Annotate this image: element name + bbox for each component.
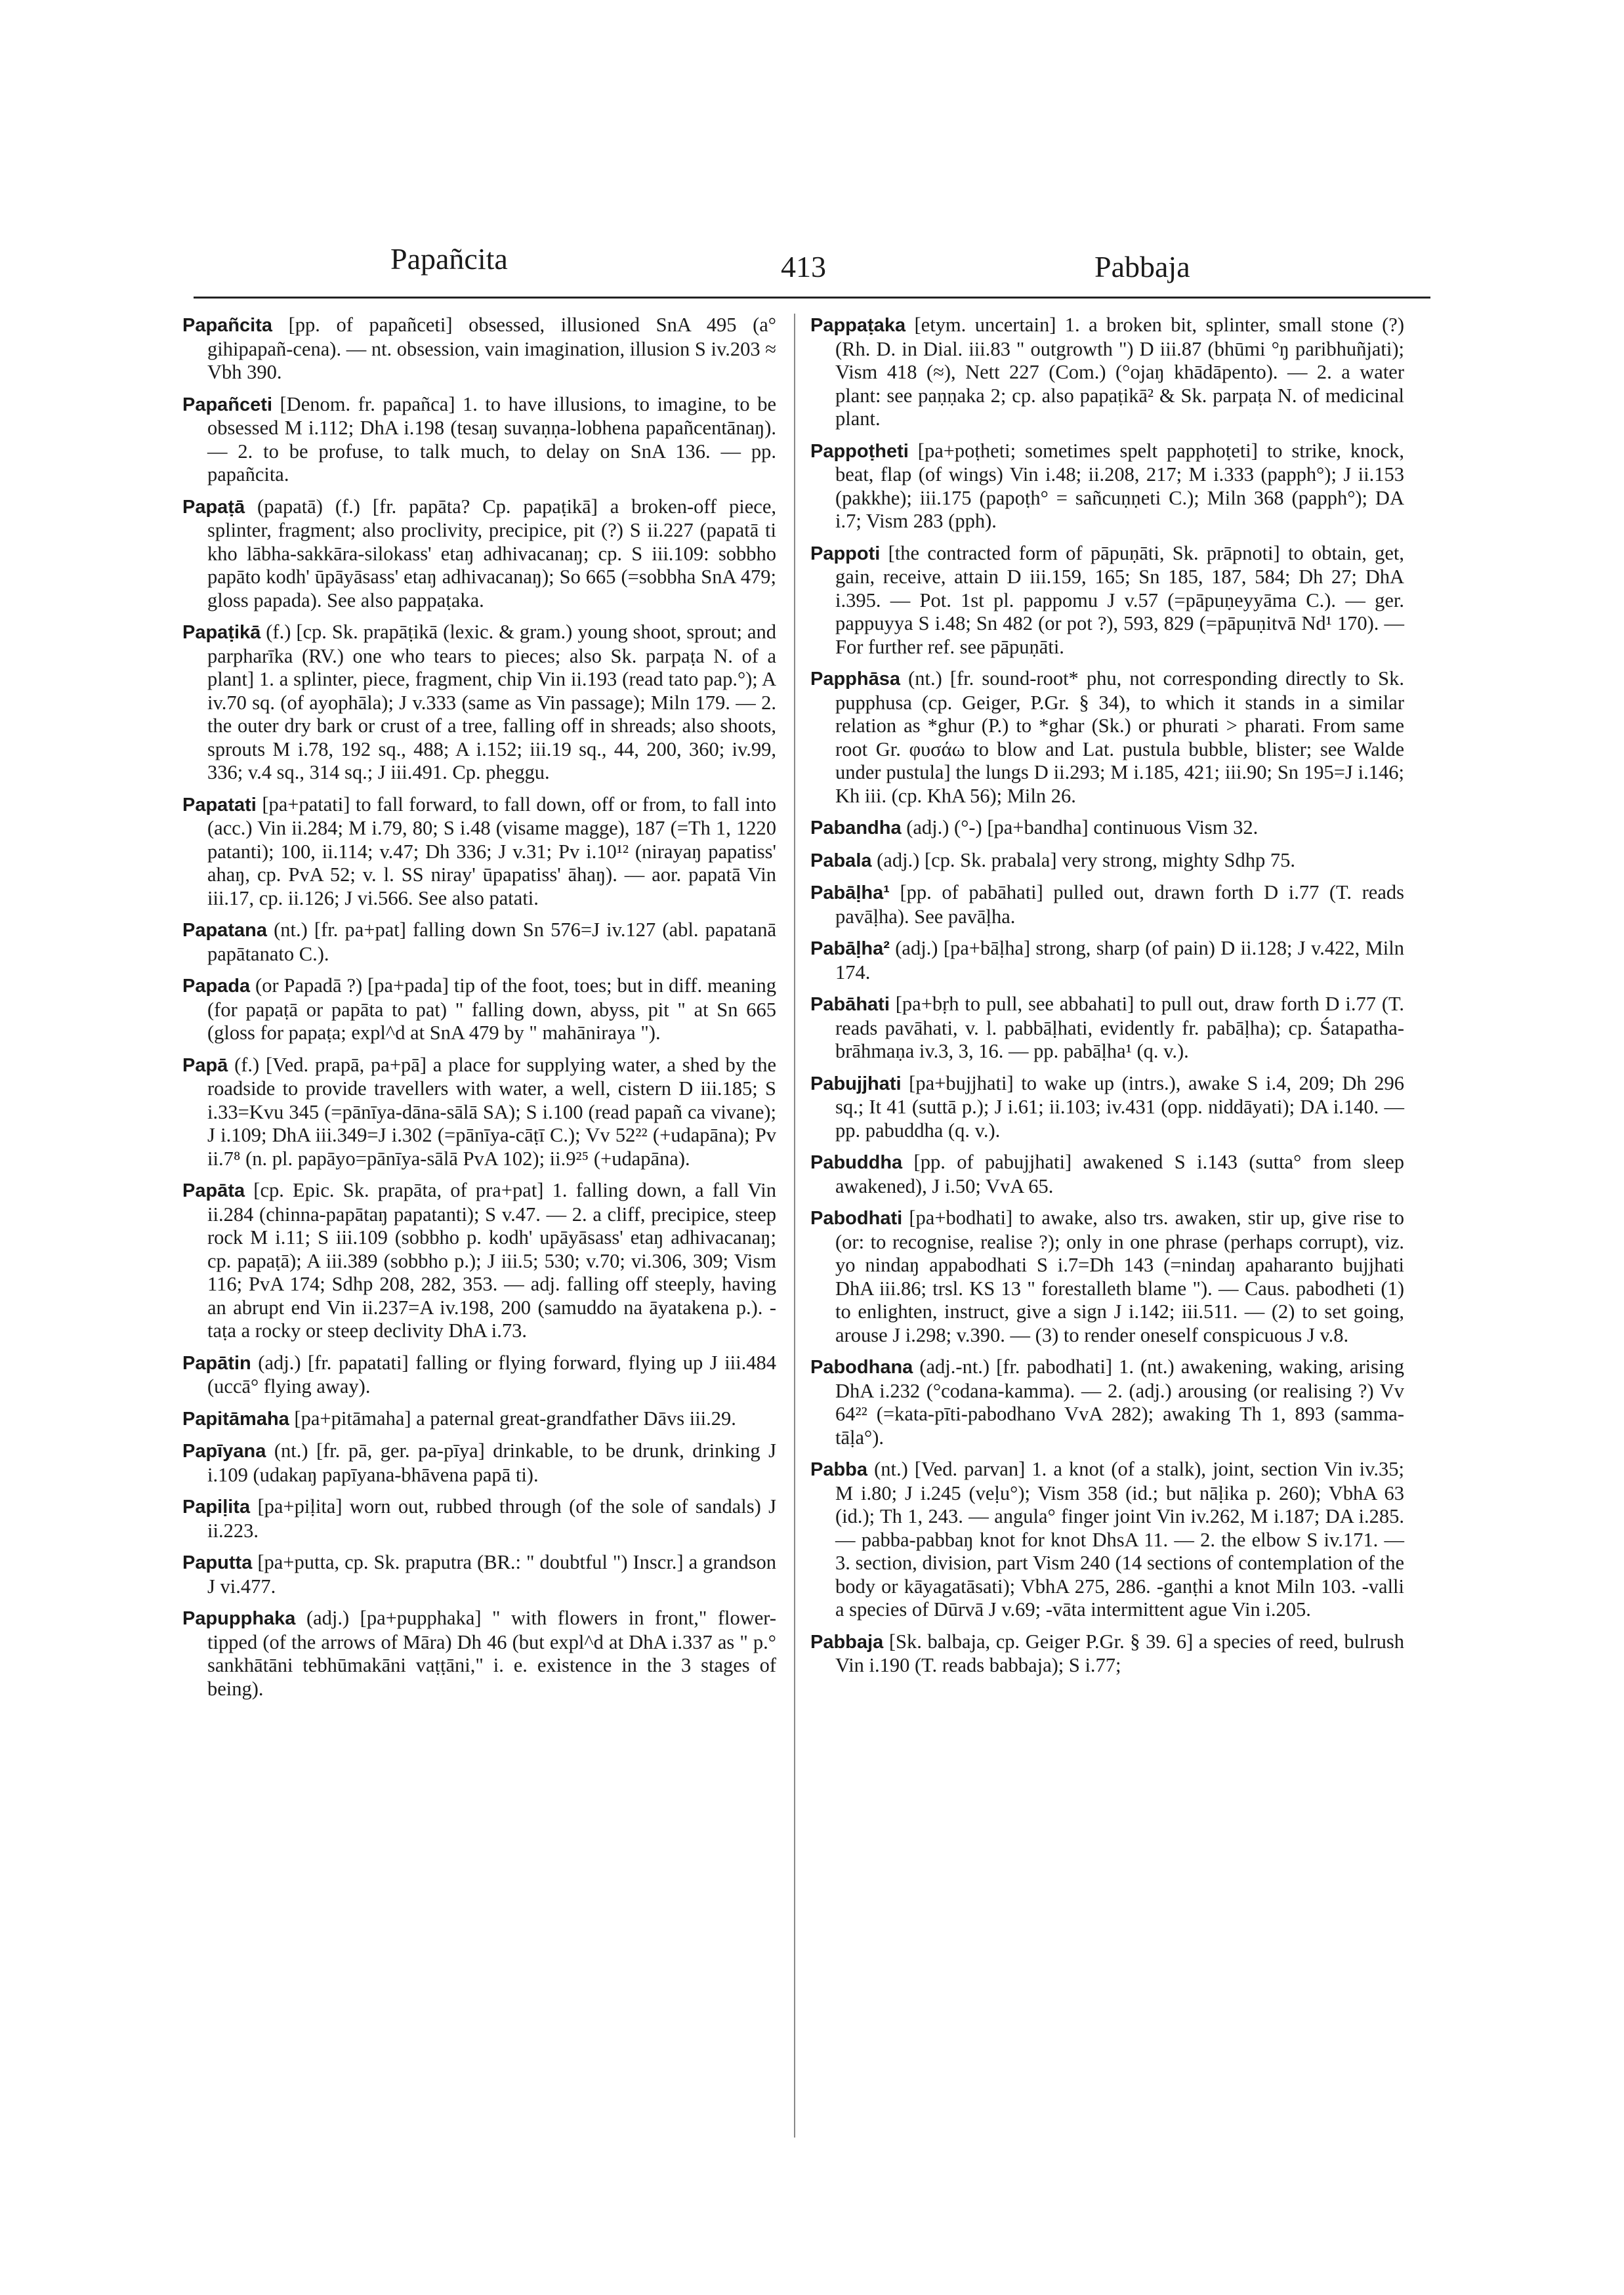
headword: Papatati [182,794,257,816]
headword: Pabāḷha² [810,938,890,959]
entry-papata [182,1179,776,1343]
definition: [pa+piḷita] worn out, rubbed through (of the sole of sandals) J ii.223. [207,1495,776,1542]
headword: Papā [182,1054,228,1076]
headword: Papaṭā [182,496,245,518]
headword: Pabujjhati [810,1073,902,1094]
definition: (nt.) [fr. pa+pat] falling down Sn 576=J iv.127 (abl. papatanā papātanato C.). [207,919,776,965]
definition: (adj.-nt.) [fr. pabodhati] 1. (nt.) awakening, waking, arising DhA i.232 (°codana-kamma). — 2. (adj.) arousing (or realising ?) Vv 64²² (=kata-pīti-pabodhano VvA 282); awaking Th 1, 893 (samma-tāḷa°). [835,1355,1404,1449]
headword: Pabbaja [810,1631,884,1653]
running-header [0,241,1624,294]
definition: [cp. Epic. Sk. prapāta, of pra+pat] 1. falling down, a fall Vin ii.284 (chinna-papātaŋ papatanti); S v.47. — 2. a cliff, precipice, steep rock M i.11; S iii.109 (sobbho p. kodh' upāyāsass' etaŋ adhivacanaŋ; cp. papaṭā); A iii.389 (sobbho p.); J iii.5; 530; v.70; vi.306, 309; Vism 116; PvA 174; Sdhp 208, 282, 353. — adj. falling off steeply, having an abrupt end Vin ii.237=A iv.198, 200 (samuddo na āyatakena p.). -taṭa a rocky or steep declivity DhA i.73. [207,1179,776,1342]
entry-papphasa [810,667,1404,808]
definition: [pa+putta, cp. Sk. praputra (BR.: " doubtful ") Inscr.] a grandson J vi.477. [207,1551,776,1598]
definition: [pa+bujjhati] to wake up (intrs.), awake S i.4, 209; Dh 296 sq.; It 41 (suttā p.); J i.61; ii.103; iv.431 (opp. niddāyati); DA i.140. — pp. pabuddha (q. v.). [835,1071,1404,1142]
entry-pabba [810,1458,1404,1622]
headword: Paputta [182,1552,253,1573]
entry-papilita [182,1495,776,1542]
entry-pabala [810,849,1404,873]
entry-papatana [182,919,776,966]
entry-papatika [182,621,776,785]
definition: (adj.) [fr. papatati] falling or flying forward, flying up J iii.484 (uccā° flying away). [207,1351,776,1397]
definition: [Denom. fr. papañca] 1. to have illusions, to imagine, to be obsessed M i.112; DhA i.198 (tesaŋ suvaṇṇa-lobhena papañcentānaŋ). — 2. to be profuse, to talk much, to delay on SnA 136. — pp. papañcita. [207,392,776,486]
entry-papancita [182,314,776,384]
headword: Pappaṭaka [810,315,906,336]
definition: [pp. of pabujjhati] awakened S i.143 (sutta° from sleep awakened), J i.50; VvA 65. [835,1151,1404,1197]
definition: (adj.) [pa+pupphaka] " with flowers in front," flower-tipped (of the arrows of Māra) Dh 46 (but expl^d at DhA i.337 as " p.° sankhātāni tebhūmakāni vaṭṭāni," i. e. existence in the 3 stages of being). [207,1607,776,1700]
headword: Papupphaka [182,1608,296,1629]
entry-papa [182,1054,776,1171]
definition: (nt.) [fr. sound-root* phu, not corresponding directly to Sk. pupphusa (cp. Geiger, P.Gr. § 34), to which it stands in a similar relation as *ghur (P.) to *ghar (Sk.) or phurati > pharati. From same root Gr. φυσάω to blow and Lat. pustula bubble, blister; see Walde under pustula] the lungs D ii.293; M i.185, 421; iii.90; Sn 195=J i.146; Kh iii. (cp. KhA 56); Miln 26. [835,667,1404,807]
entry-pappataka [810,314,1404,431]
definition: [pa+poṭheti; sometimes spelt papphoṭeti] to strike, knock, beat, flap (of wings) Vin i.48; ii.208, 217; M i.333 (papph°); J ii.153 (pakkhe); iii.175 (papoṭh° = sañcuṇṇeti C.); Miln 368 (papph°); DA i.7; Vism 283 (pph). [835,439,1404,532]
entry-pappoti [810,542,1404,659]
headword: Papañceti [182,394,272,415]
left-guide-word: Papañcita [390,242,508,276]
entry-pabodhana [810,1355,1404,1449]
entry-papada [182,974,776,1045]
definition: [pa+patati] to fall forward, to fall down, off or from, to fall into (acc.) Vin ii.284; M i.79, 80; S i.48 (visame magge), 187 (=Th 1, 1220 patanti); 100, ii.114; v.47; Dh 336; J v.31; Pv i.10¹² (nirayaŋ papatiss' ahaŋ, cp. PvA 52; v. l. SS niray' ūpapatiss' āhaŋ). — aor. papatā Vin iii.17, cp. ii.126; J vi.566. See also patati. [207,793,776,909]
definition: [etym. uncertain] 1. a broken bit, splinter, small stone (?) (Rh. D. in Dial. iii.83 " outgrowth ") D iii.87 (bhūmi °ŋ paribhuñjati); Vism 418 (≈), Nett 227 (Com.) (°ojaŋ khādāpento). — 2. a water plant: see paṇṇaka 2; cp. also papaṭikā² & Sk. parpaṭa N. of medicinal plant. [835,314,1404,430]
definition: [Sk. balbaja, cp. Geiger P.Gr. § 39. 6] a species of reed, bulrush Vin i.190 (T. reads babbaja); S i.77; [835,1630,1404,1676]
header-rule [194,297,1430,299]
definition: (adj.) [cp. Sk. prabala] very strong, mighty Sdhp 75. [871,848,1295,871]
entry-pabalha [810,881,1404,928]
headword: Papiḷita [182,1497,251,1518]
headword: Papañcita [182,315,272,336]
entry-papata [182,495,776,613]
definition: (nt.) [Ved. parvan] 1. a knot (of a stalk), joint, section Vin iv.35; M i.80; J i.245 (veḷu°); Vism 358 (id.; but nāḷika p. 260); VbhA 63 (id.); Th 1, 243. — angula° finger joint Vin iv.262, M i.187; DA i.285. — pabba-pabbaŋ knot for knot DhsA 11. — 2. the elbow S iv.171. — 3. section, division, part Vism 240 (14 sections of contemplation of the body or kāyagatāsati); VbhA 275, 286. -ganṭhi a knot Miln 103. -valli a species of Dūrvā J v.69; -vāta intermittent ague Vin i.205. [835,1458,1404,1621]
page-number: 413 [781,250,826,283]
headword: Papada [182,976,251,997]
headword: Pabandha [810,817,902,838]
left-column [182,314,776,1709]
entry-papanceti [182,393,776,487]
definition: (f.) [cp. Sk. prapāṭikā (lexic. & gram.) young shoot, sprout; and parpharīka (RV.) one who tears to pieces; also Sk. parpaṭa N. of a plant] 1. a splinter, piece, fragment, chip Vin ii.193 (read tato pap.°); A iv.70 sq. (of ayophāla); J v.333 (same as Vin passage); Miln 179. — 2. the outer dry bark or crust of a tree, falling off in shreads; also shoots, sprouts M i.78, 192 sq., 488; A i.152; iii.19 sq., 44, 200, 360; iv.99, 336; v.4 sq., 314 sq.; J iii.491. Cp. pheggu. [207,621,776,783]
definition: [pa+bṛh to pull, see abbahati] to pull out, draw forth D i.77 (T. reads pavāhati, v. l. pabbāḷhati, evidently fr. pabāḷha); cp. Śatapatha-brāhmaṇa iv.3, 3, 16. — pp. pabāḷha¹ (q. v.). [835,993,1404,1062]
definition: [pp. of pabāhati] pulled out, drawn forth D i.77 (T. reads pavāḷha). See pavāḷha. [835,881,1404,928]
headword: Pabba [810,1459,868,1480]
entry-paputta [182,1551,776,1598]
entry-pabalha [810,937,1404,984]
headword: Papāta [182,1180,245,1201]
headword: Pabuddha [810,1152,903,1173]
headword: Papīyana [182,1441,266,1462]
entry-pabbaja [810,1630,1404,1678]
entry-pabujjhati [810,1072,1404,1143]
entry-papatin [182,1352,776,1399]
entry-pappotheti [810,440,1404,533]
headword: Papaṭikā [182,622,261,643]
entry-pabuddha [810,1151,1404,1198]
entry-pabodhati [810,1207,1404,1347]
definition: (nt.) [fr. pā, ger. pa-pīya] drinkable, to be drunk, drinking J i.109 (udakaŋ papīyana-bhāvena papā ti). [207,1439,776,1486]
headword: Pappoti [810,543,881,564]
definition: [the contracted form of pāpuṇāti, Sk. prāpnoti] to obtain, get, gain, receive, attain D iii.159, 165; Sn 185, 187, 584; Dh 27; DhA i.395. — Pot. 1st pl. pappomu J v.57 (=pāpuṇeyyāma C.). — ger. pappuyya S i.48; Sn 482 (or pot ?), 593, 829 (=pāpuṇitvā Nd¹ 170). — For further ref. see pāpuṇāti. [835,541,1404,658]
headword: Pappoṭheti [810,440,909,462]
definition: [pa+pitāmaha] a paternal great-grandfather Dāvs iii.29. [289,1407,736,1430]
definition: (adj.) (°-) [pa+bandha] continuous Vism 32. [901,816,1259,838]
entry-pabahati [810,993,1404,1064]
headword: Pabāḷha¹ [810,882,890,903]
definition: (papatā) (f.) [fr. papāta? Cp. papaṭikā] a broken-off piece, splinter, fragment; also proclivity, precipice, pit (?) S ii.227 (papatā ti kho lābha-sakkāra-silokass' etaŋ adhivacanaŋ; cp. S iii.109: sobbho papāto kodh' ūpāyāsass' etaŋ adhivacanaŋ); So 665 (=sobbha SnA 479; gloss papada). See also pappaṭaka. [207,495,776,611]
definition: [pp. of papañceti] obsessed, illusioned SnA 495 (a° gihipapañ-cena). — nt. obsession, vain imagination, illusion S iv.203 ≈ Vbh 390. [207,314,776,383]
right-guide-word: Pabbaja [1094,250,1190,283]
definition: (f.) [Ved. prapā, pa+pā] a place for supplying water, a shed by the roadside to provide travellers with water, a well, cistern D iii.185; S i.33=Kvu 345 (=pānīya-dāna-sālā SA); S i.100 (read papañ ca vivane); J i.109; DhA iii.349=J i.302 (=pānīya-cāṭī C.); Vv 52²² (+udapāna); Pv ii.7⁸ (n. pl. papāyo=pānīya-sālā PvA 102); ii.9²⁵ (+udapāna). [207,1053,776,1170]
headword: Papitāmaha [182,1408,289,1430]
entry-papitamaha [182,1407,776,1432]
entry-papatati [182,793,776,911]
right-column [810,314,1404,1686]
definition: [pa+bodhati] to awake, also trs. awaken, stir up, give rise to (or: to recognise, realise ?); only in one phrase (perhaps corrupt), viz. yo nindaŋ appabodhati S i.7=Dh 143 (=nindaŋ apaharanto bujjhati DhA iii.86; trsl. KS 13 " forestalleth blame "). — Caus. pabodheti (1) to enlighten, instruct, give a sign J i.142; iii.511. — (2) to set going, arouse J i.298; v.390. — (3) to render oneself conspicuous J v.8. [835,1207,1404,1346]
definition: (adj.) [pa+bāḷha] strong, sharp (of pain) D ii.128; J v.422, Miln 174. [835,937,1404,983]
headword: Pabala [810,850,872,871]
headword: Papphāsa [810,669,900,690]
headword: Pabodhati [810,1208,903,1229]
headword: Papatana [182,920,267,941]
entry-papiyana [182,1439,776,1487]
headword: Pabāhati [810,994,890,1015]
entry-pabandha [810,816,1404,840]
definition: (or Papadā ?) [pa+pada] tip of the foot, toes; but in diff. meaning (for papaṭā or papāta to pat) " falling down, abyss, pit " at Sn 665 (gloss for papaṭa; expl^d at SnA 479 by " mahāniraya "). [207,974,776,1044]
headword: Papātin [182,1352,251,1374]
headword: Pabodhana [810,1357,913,1378]
entry-papupphaka [182,1607,776,1701]
column-divider [794,314,795,2138]
